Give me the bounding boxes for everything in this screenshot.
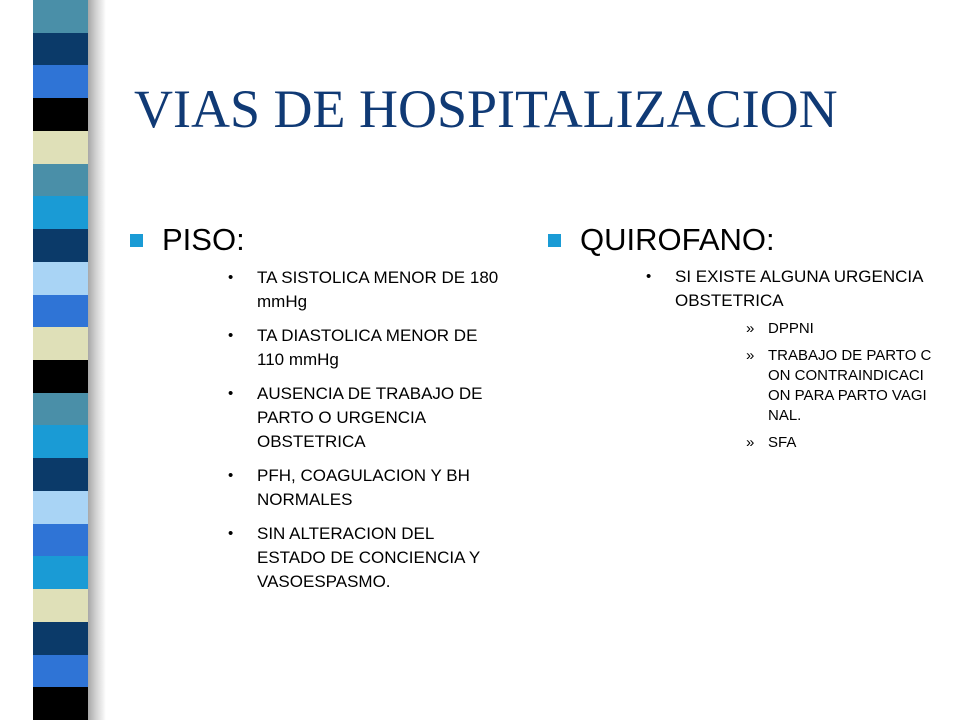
slide-title: VIAS DE HOSPITALIZACION [134,79,838,139]
bullet-dot-icon: • [228,525,234,542]
list-item [226,382,510,454]
strip-segment [33,295,88,328]
quirofano-heading: QUIROFANO: [580,222,775,257]
strip-segment [33,33,88,66]
right-column [548,222,948,463]
list-item [226,522,510,594]
list-item [644,265,948,453]
decorative-color-strip [33,0,88,720]
sub-list-item-text: DPPNI [768,320,814,337]
strip-segment [33,393,88,426]
strip-segment [33,589,88,622]
bullet-dot-icon: • [228,269,234,286]
strip-segment [33,196,88,229]
strip-segment [33,425,88,458]
sub-list-item [742,433,948,453]
strip-segment [33,98,88,131]
left-column-header [130,222,510,258]
list-item-text: TA SISTOLICA MENOR DE 180 mmHg [257,268,499,311]
list-item [226,266,510,314]
list-item [226,464,510,512]
strip-shadow [88,0,106,720]
strip-segment [33,327,88,360]
strip-segment [33,687,88,720]
strip-segment [33,131,88,164]
sub-list-item-text: SFA [768,434,797,451]
quirofano-criteria-list [644,265,948,453]
list-item-text: SIN ALTERACION DEL ESTADO DE CONCIENCIA Y VASOESPASMO. [257,524,480,591]
sub-list-item [742,319,948,339]
square-bullet-icon [130,234,143,247]
strip-segment [33,65,88,98]
bullet-dot-icon: • [646,268,652,285]
sub-list-item [742,346,948,426]
bullet-dot-icon: • [228,385,234,402]
strip-segment [33,491,88,524]
bullet-dot-icon: • [228,327,234,344]
urgency-sublist [742,319,948,453]
strip-segment [33,229,88,262]
left-column [130,222,510,604]
double-chevron-icon: » [746,320,755,337]
sub-list-item-text: TRABAJO DE PARTO CON CONTRAINDICACION PARA PARTO VAGINAL. [768,347,932,424]
strip-segment [33,262,88,295]
strip-segment [33,360,88,393]
strip-segment [33,524,88,557]
strip-segment [33,556,88,589]
right-column-header [548,222,948,258]
strip-segment [33,458,88,491]
list-item-text: TA DIASTOLICA MENOR DE 110 mmHg [257,326,478,369]
double-chevron-icon: » [746,434,755,451]
double-chevron-icon: » [746,347,755,364]
strip-segment [33,0,88,33]
square-bullet-icon [548,234,561,247]
strip-segment [33,622,88,655]
list-item [226,324,510,372]
list-item-text: AUSENCIA DE TRABAJO DE PARTO O URGENCIA OBSTETRICA [257,384,483,451]
strip-segment [33,655,88,688]
strip-segment [33,164,88,197]
piso-heading: PISO: [162,222,245,257]
piso-criteria-list [226,266,510,594]
list-item-text: PFH, COAGULACION Y BH NORMALES [257,466,470,509]
bullet-dot-icon: • [228,467,234,484]
list-item-text: SI EXISTE ALGUNA URGENCIA OBSTETRICA [675,267,923,310]
